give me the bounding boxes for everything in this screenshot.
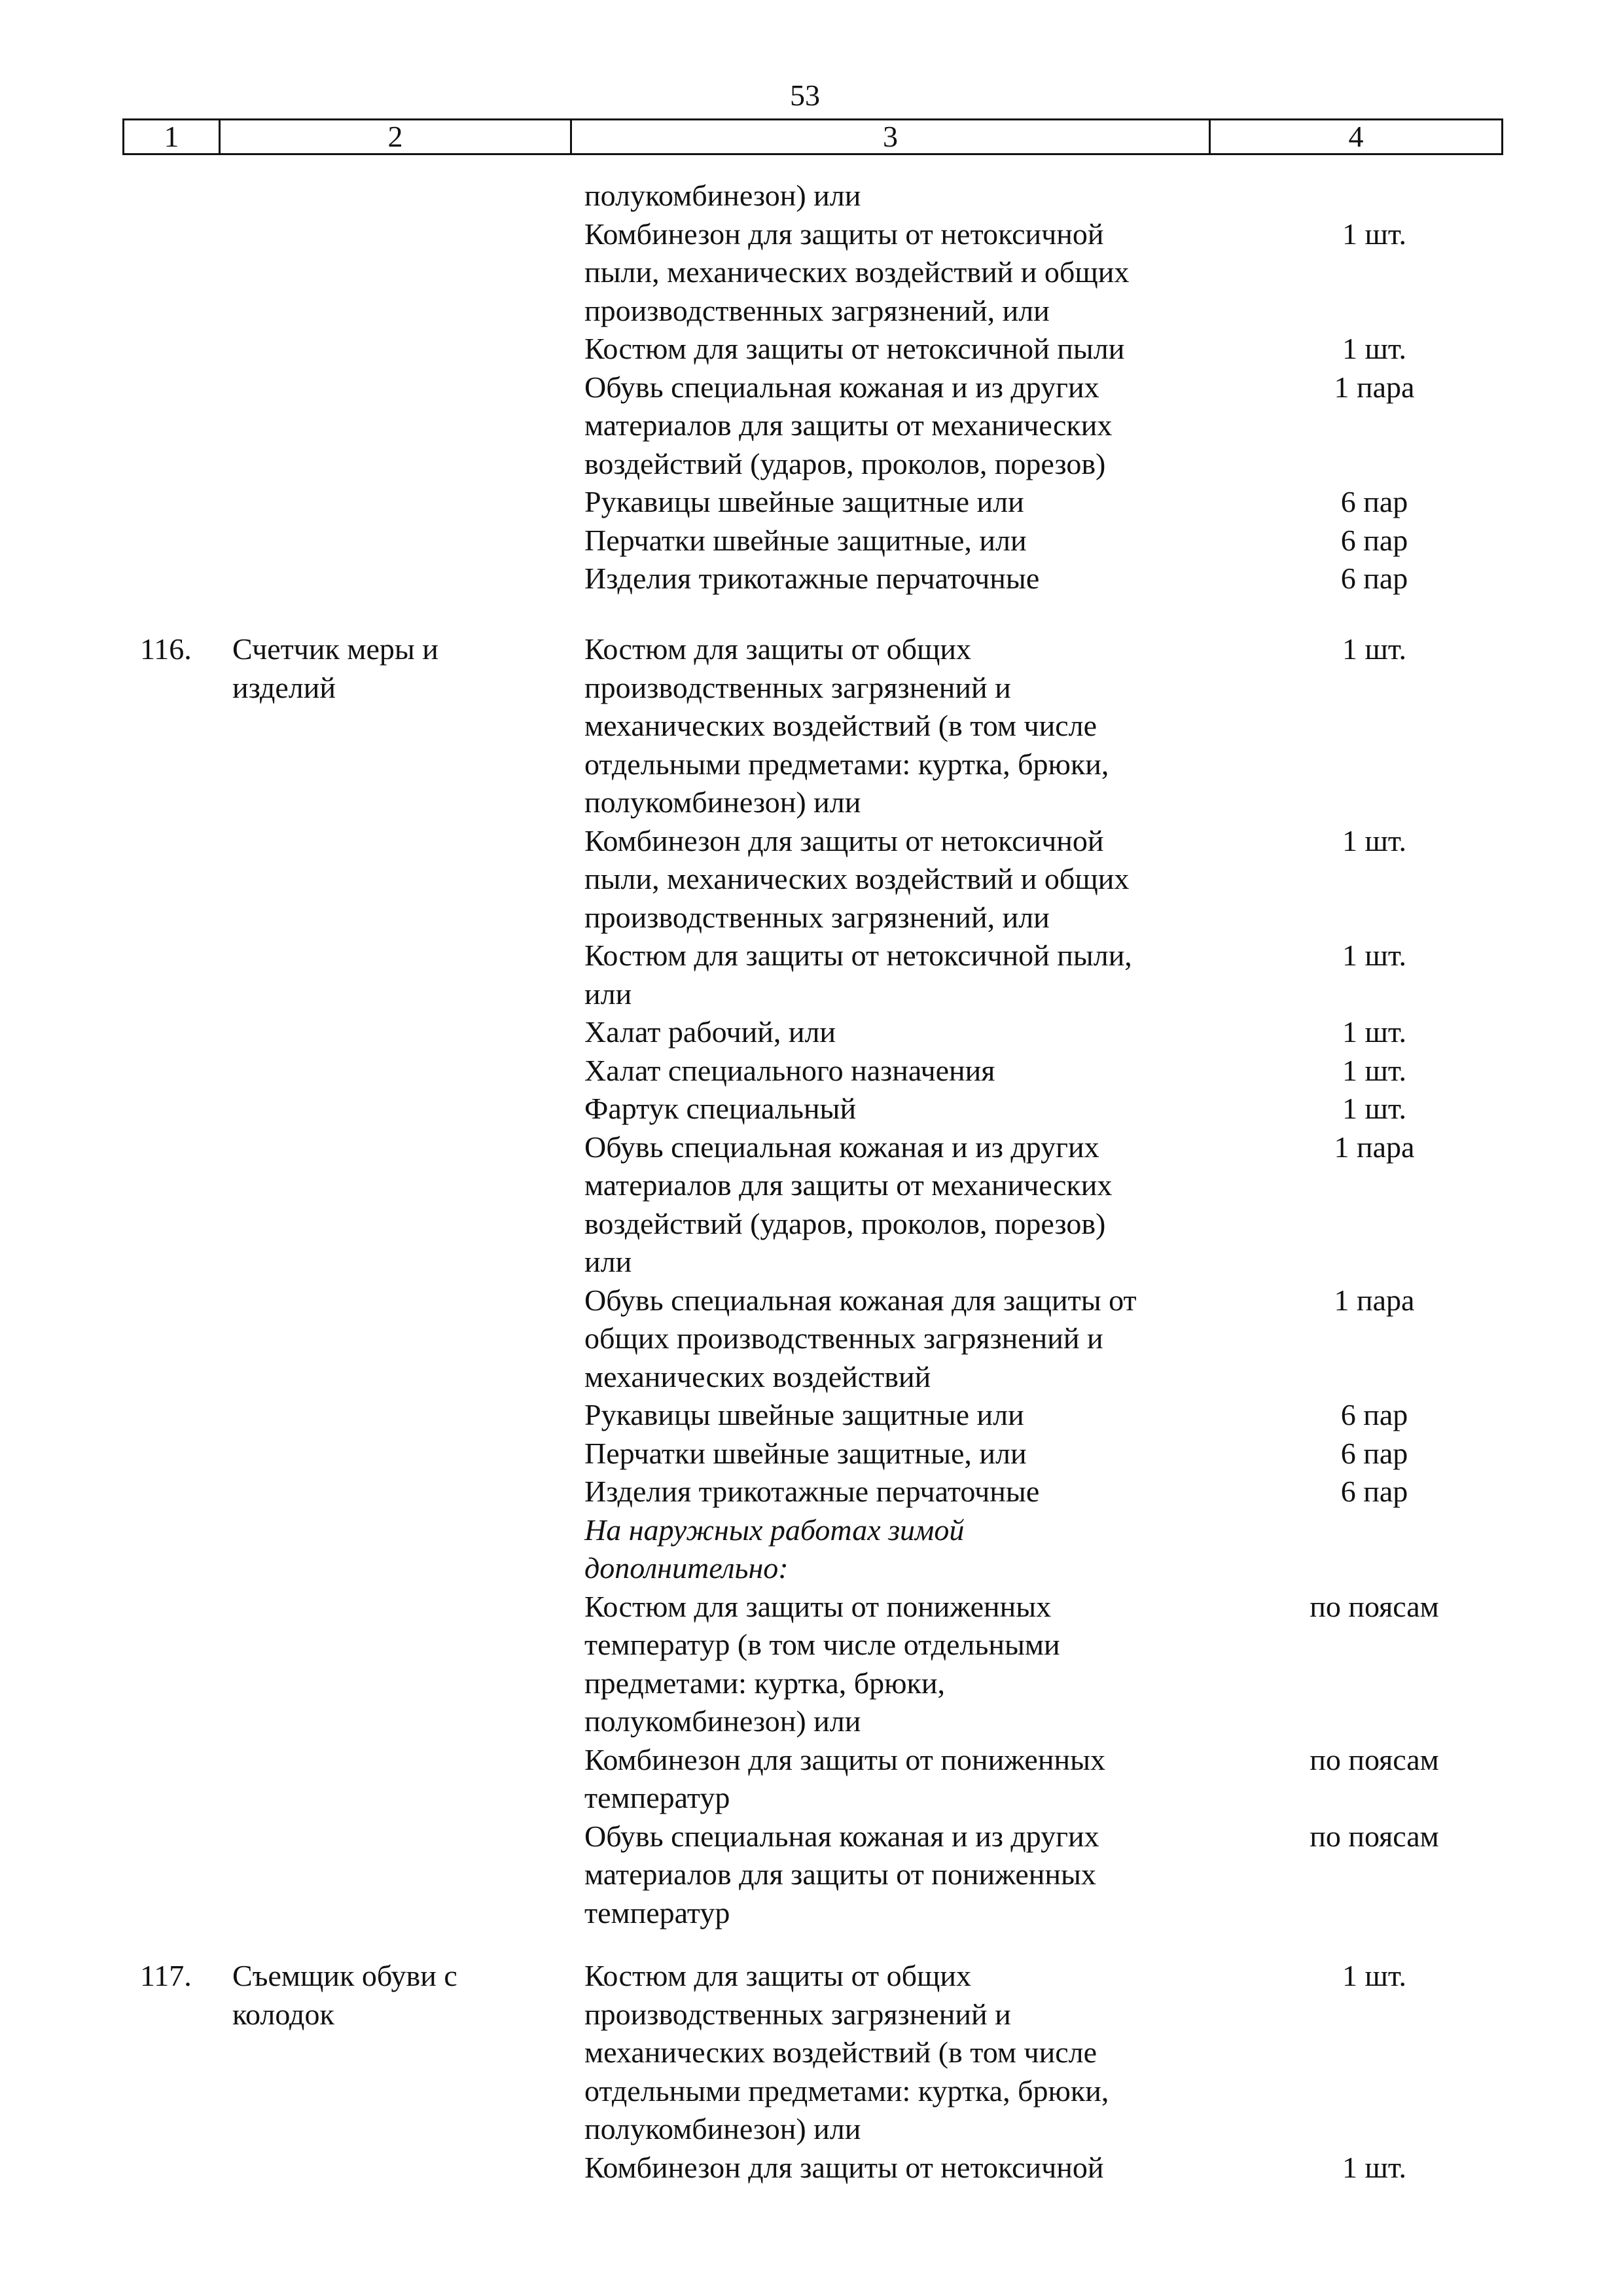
- entry-116-item-qty: 1 пара: [1334, 1130, 1415, 1164]
- entry-116-item-text: общих производственных загрязнений и: [584, 1321, 1103, 1355]
- entry-116-item-text: полукомбинезон) или: [584, 785, 861, 819]
- continuation-item-text: Изделия трикотажные перчаточные: [584, 562, 1040, 595]
- entry-117-item-text: Комбинезон для защиты от нетоксичной: [584, 2150, 1104, 2184]
- continuation-item-text: полукомбинезон) или: [584, 179, 861, 212]
- entry-116-item-qty: 6 пар: [1340, 1398, 1408, 1431]
- entry-116-item-text: Костюм для защиты от пониженных: [584, 1589, 1052, 1623]
- continuation-item-qty: 1 пара: [1334, 370, 1415, 404]
- entry-117-item-text: полукомбинезон) или: [584, 2112, 861, 2145]
- page-number: 53: [790, 79, 820, 112]
- entry-116-item-text: Перчатки швейные защитные, или: [584, 1436, 1027, 1470]
- entry-116-item-qty: 1 шт.: [1342, 1092, 1407, 1125]
- entry-117-item-qty: 1 шт.: [1342, 2150, 1407, 2184]
- entry-116-item-qty: 6 пар: [1340, 1475, 1408, 1508]
- header-col-2: 2: [387, 120, 403, 153]
- entry-116-item-text: температур (в том числе отдельными: [584, 1628, 1060, 1661]
- entry-number: 116.: [140, 632, 192, 666]
- entry-116-item-text: механических воздействий: [584, 1359, 931, 1393]
- entry-116-item-text: температур: [584, 1895, 730, 1929]
- entry-117-item-text: Костюм для защиты от общих: [584, 1959, 972, 1992]
- entry-116-item-qty: по поясам: [1310, 1819, 1439, 1853]
- occupation-name: изделий: [232, 670, 336, 704]
- entry-116-item-qty: 1 шт.: [1342, 632, 1407, 666]
- entry-116-item-text: воздействий (ударов, проколов, порезов): [584, 1206, 1106, 1240]
- continuation-item-text: Обувь специальная кожаная и из других: [584, 370, 1099, 404]
- continuation-item-text: пыли, механических воздействий и общих: [584, 255, 1130, 289]
- header-col-1: 1: [164, 120, 179, 153]
- continuation-item-qty: 6 пар: [1340, 562, 1408, 595]
- entry-116-item-qty: 1 шт.: [1342, 823, 1407, 857]
- entry-117-item-text: производственных загрязнений и: [584, 1997, 1011, 2031]
- occupation-name: Съемщик обуви с: [232, 1959, 457, 1992]
- entry-116-item-text: пыли, механических воздействий и общих: [584, 862, 1130, 895]
- entry-116-item-text: производственных загрязнений и: [584, 670, 1011, 704]
- entry-116-item-text: или: [584, 1245, 632, 1278]
- continuation-item-text: материалов для защиты от механических: [584, 408, 1113, 442]
- entry-116-item-text: материалов для защиты от механических: [584, 1168, 1113, 1202]
- entry-116-item-text: предметами: куртка, брюки,: [584, 1666, 945, 1700]
- entry-116-item-text: дополнительно:: [584, 1551, 789, 1585]
- occupation-name: колодок: [232, 1997, 334, 2031]
- header-col-4: 4: [1348, 120, 1364, 153]
- continuation-item-qty: 1 шт.: [1342, 332, 1407, 365]
- entry-116-item-text: Комбинезон для защиты от пониженных: [584, 1742, 1105, 1776]
- entry-116-item-qty: 6 пар: [1340, 1436, 1408, 1470]
- entry-116-item-text: Костюм для защиты от общих: [584, 632, 972, 666]
- entry-116-item-text: Халат специального назначения: [584, 1053, 995, 1087]
- entry-116-item-text: Обувь специальная кожаная и из других: [584, 1130, 1099, 1164]
- continuation-item-text: Рукавицы швейные защитные или: [584, 485, 1024, 518]
- entry-116-item-text: отдельными предметами: куртка, брюки,: [584, 747, 1109, 781]
- continuation-item-qty: 6 пар: [1340, 485, 1408, 518]
- entry-116-item-qty: 1 пара: [1334, 1283, 1415, 1317]
- entry-116-item-text: материалов для защиты от пониженных: [584, 1857, 1096, 1891]
- entry-116-item-text: Обувь специальная кожаная и из других: [584, 1819, 1099, 1853]
- continuation-item-text: производственных загрязнений, или: [584, 293, 1050, 327]
- entry-116-item-qty: 1 шт.: [1342, 1053, 1407, 1087]
- entry-117-item-qty: 1 шт.: [1342, 1959, 1407, 1992]
- entry-116-item-text: Изделия трикотажные перчаточные: [584, 1475, 1040, 1508]
- entry-116-item-text: Костюм для защиты от нетоксичной пыли,: [584, 939, 1132, 972]
- entry-116-item-qty: 1 шт.: [1342, 939, 1407, 972]
- entry-116-item-text: Обувь специальная кожаная для защиты от: [584, 1283, 1137, 1317]
- entry-116-item-text: Фартук специальный: [584, 1092, 857, 1125]
- entry-117-item-text: механических воздействий (в том числе: [584, 2036, 1097, 2069]
- entry-116-item-text: На наружных работах зимой: [584, 1513, 965, 1547]
- continuation-item-text: Комбинезон для защиты от нетоксичной: [584, 217, 1104, 251]
- continuation-item-text: воздействий (ударов, проколов, порезов): [584, 446, 1106, 480]
- header-col-3: 3: [883, 120, 898, 153]
- entry-116-item-qty: 1 шт.: [1342, 1015, 1407, 1049]
- occupation-name: Счетчик меры и: [232, 632, 438, 666]
- entry-116-item-text: температур: [584, 1781, 730, 1814]
- entry-116-item-text: полукомбинезон) или: [584, 1704, 861, 1738]
- entry-116-item-text: Халат рабочий, или: [584, 1015, 836, 1049]
- entry-117-item-text: отдельными предметами: куртка, брюки,: [584, 2073, 1109, 2108]
- entry-116-item-text: Комбинезон для защиты от нетоксичной: [584, 823, 1104, 857]
- continuation-item-text: Перчатки швейные защитные, или: [584, 523, 1027, 557]
- continuation-item-qty: 6 пар: [1340, 523, 1408, 557]
- continuation-item-text: Костюм для защиты от нетоксичной пыли: [584, 332, 1125, 365]
- entry-116-item-text: механических воздействий (в том числе: [584, 709, 1097, 742]
- entry-116-item-text: или: [584, 977, 632, 1011]
- entry-number: 117.: [140, 1959, 192, 1992]
- continuation-item-qty: 1 шт.: [1342, 217, 1407, 251]
- entry-116-item-qty: по поясам: [1310, 1589, 1439, 1623]
- entry-116-item-qty: по поясам: [1310, 1742, 1439, 1776]
- entry-116-item-text: Рукавицы швейные защитные или: [584, 1398, 1024, 1431]
- entry-116-item-text: производственных загрязнений, или: [584, 900, 1050, 934]
